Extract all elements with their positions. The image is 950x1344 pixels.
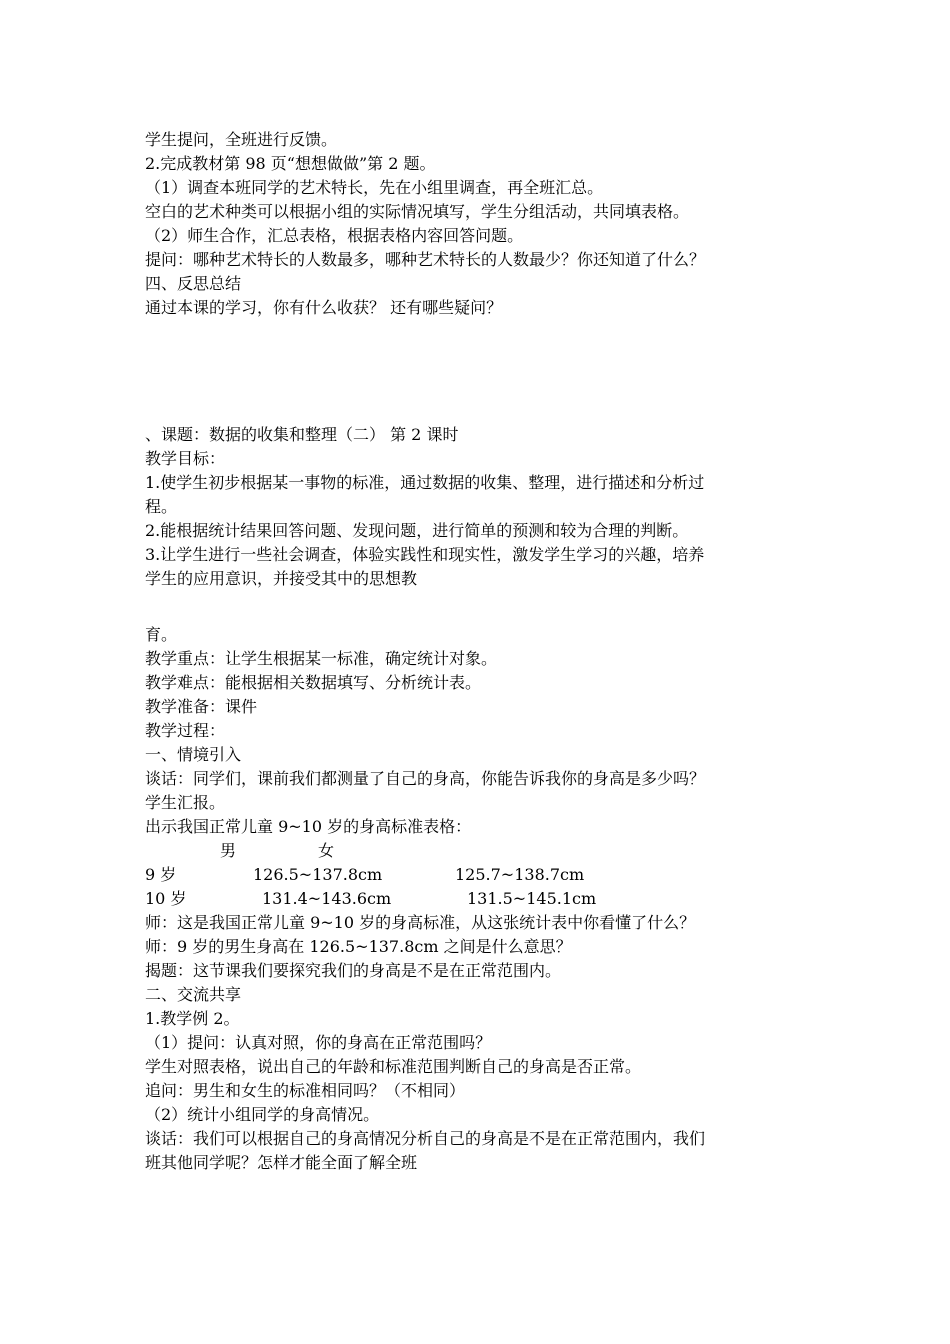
table-cell-girl: 131.5~145.1cm — [467, 889, 597, 908]
section-heading: 二、交流共享 — [145, 985, 242, 1004]
section-heading: 一、情境引入 — [145, 745, 242, 764]
table-header-girl: 女 — [318, 841, 335, 860]
text-line: 追问：男生和女生的标准相同吗？（不相同） — [145, 1081, 466, 1100]
text-line: 教学难点：能根据相关数据填写、分析统计表。 — [145, 673, 482, 692]
text-line: 程。 — [145, 497, 178, 516]
text-line: 出示我国正常儿童 9~10 岁的身高标准表格： — [145, 817, 472, 836]
text-line: 师：9 岁的男生身高在 126.5~137.8cm 之间是什么意思？ — [145, 937, 572, 956]
table-header-boy: 男 — [220, 841, 237, 860]
text-line: 谈话：同学们，课前我们都测量了自己的身高，你能告诉我你的身高是多少吗？ — [145, 769, 706, 788]
text-line: 1.教学例 2。 — [145, 1009, 240, 1028]
text-line: 提问：哪种艺术特长的人数最多，哪种艺术特长的人数最少？你还知道了什么？ — [145, 250, 706, 269]
table-cell-age: 9 岁 — [145, 865, 177, 884]
table-cell-boy: 126.5~137.8cm — [253, 865, 383, 884]
text-line: 谈话：我们可以根据自己的身高情况分析自己的身高是不是在正常范围内，我们 — [145, 1129, 706, 1148]
text-line: 教学过程： — [145, 721, 226, 740]
text-line: 空白的艺术种类可以根据小组的实际情况填写，学生分组活动，共同填表格。 — [145, 202, 690, 221]
text-line: 3.让学生进行一些社会调查，体验实践性和现实性，激发学生学习的兴趣，培养 — [145, 545, 705, 564]
text-line: 2.能根据统计结果回答问题、发现问题，进行简单的预测和较为合理的判断。 — [145, 521, 689, 540]
text-line: 学生提问，全班进行反馈。 — [145, 130, 338, 149]
text-line: 育。 — [145, 625, 178, 644]
text-line: 通过本课的学习，你有什么收获？ 还有哪些疑问？ — [145, 298, 503, 317]
text-line: （2）师生合作，汇总表格，根据表格内容回答问题。 — [145, 226, 524, 245]
table-cell-boy: 131.4~143.6cm — [262, 889, 392, 908]
table-cell-girl: 125.7~138.7cm — [455, 865, 585, 884]
section-heading: 四、反思总结 — [145, 274, 242, 293]
text-line: 教学目标： — [145, 449, 226, 468]
text-line: 班其他同学呢？怎样才能全面了解全班 — [145, 1153, 418, 1172]
text-line: 2.完成教材第 98 页“想想做做”第 2 题。 — [145, 154, 436, 173]
text-line: （1）调查本班同学的艺术特长，先在小组里调查，再全班汇总。 — [145, 178, 604, 197]
text-line: 师：这是我国正常儿童 9~10 岁的身高标准，从这张统计表中你看懂了什么？ — [145, 913, 696, 932]
text-line: 学生对照表格，说出自己的年龄和标准范围判断自己的身高是否正常。 — [145, 1057, 642, 1076]
text-line: 教学准备：课件 — [145, 697, 258, 716]
text-line: 揭题：这节课我们要探究我们的身高是不是在正常范围内。 — [145, 961, 562, 980]
text-line: 教学重点：让学生根据某一标准，确定统计对象。 — [145, 649, 498, 668]
text-line: 学生汇报。 — [145, 793, 226, 812]
table-cell-age: 10 岁 — [145, 889, 187, 908]
text-line: 学生的应用意识，并接受其中的思想教 — [145, 569, 418, 588]
text-line: （1）提问：认真对照，你的身高在正常范围吗？ — [145, 1033, 492, 1052]
lesson-title: 、课题：数据的收集和整理（二） 第 2 课时 — [145, 425, 459, 444]
text-line: 1.使学生初步根据某一事物的标准，通过数据的收集、整理，进行描述和分析过 — [145, 473, 705, 492]
text-line: （2）统计小组同学的身高情况。 — [145, 1105, 380, 1124]
